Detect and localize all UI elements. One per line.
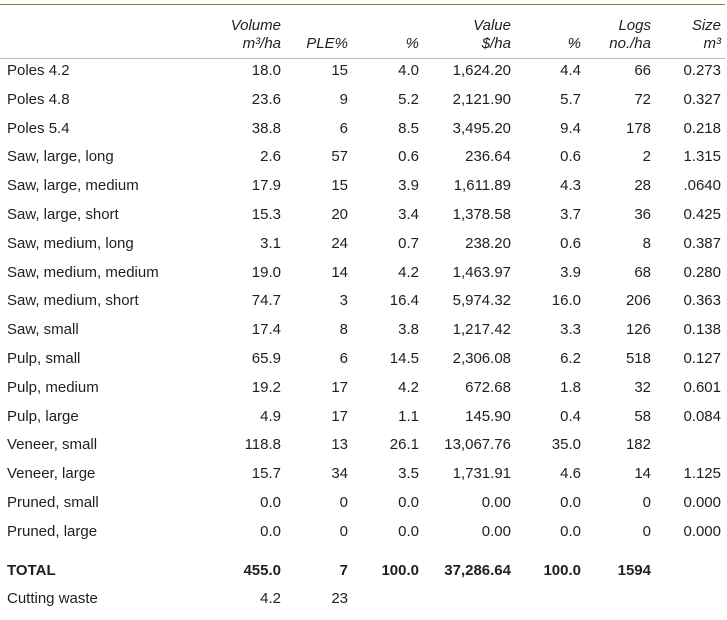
- cell-size: [655, 547, 725, 557]
- cell-ple: 20: [331, 205, 348, 223]
- cell-volume-percent: [352, 547, 423, 557]
- header-value: Value $/ha: [473, 17, 511, 52]
- cell-volume: 19.0: [251, 263, 281, 281]
- cell-value: 236.64: [465, 148, 511, 166]
- cell-ple: 8: [339, 321, 348, 339]
- cell-volume-percent: 0.0: [398, 493, 419, 511]
- table-row: [0, 345, 725, 374]
- cell-size: [655, 585, 725, 614]
- table-row: [0, 489, 725, 518]
- cell-value: 672.68: [465, 378, 511, 396]
- cell-size: 0.425: [683, 205, 721, 223]
- cell-ple: 24: [331, 234, 348, 252]
- cell-grade: [0, 547, 200, 557]
- table-row: [0, 518, 725, 547]
- cell-size: 0.138: [683, 321, 721, 339]
- cell-value-percent: 3.7: [560, 205, 581, 223]
- cell-volume-percent: 100.0: [381, 561, 419, 579]
- cell-value: [423, 547, 515, 557]
- cell-grade: Veneer, large: [7, 465, 96, 483]
- cell-ple: [285, 547, 352, 557]
- cell-volume: 17.9: [251, 177, 281, 195]
- cell-grade: Pulp, medium: [7, 378, 99, 396]
- cell-volume: 3.1: [260, 234, 281, 252]
- table-row: [0, 259, 725, 288]
- cell-logs: 126: [625, 321, 651, 339]
- table-row: [0, 143, 725, 172]
- cell-volume: 65.9: [251, 349, 281, 367]
- table-row: [0, 201, 725, 230]
- cell-logs: 1594: [617, 561, 651, 579]
- cell-value: 3,495.20: [452, 119, 511, 137]
- cell-logs: 36: [634, 205, 651, 223]
- cell-value-percent: 3.3: [560, 321, 581, 339]
- cell-ple: 13: [331, 436, 348, 454]
- cell-value-percent: 0.0: [560, 522, 581, 540]
- table-row: [0, 53, 725, 86]
- cell-value: [423, 585, 515, 614]
- cell-size: 0.218: [683, 119, 721, 137]
- cell-size: 0.273: [683, 62, 721, 79]
- cell-volume-percent: 4.2: [398, 263, 419, 281]
- cell-volume: 74.7: [251, 292, 281, 310]
- cell-grade: Saw, medium, short: [7, 292, 139, 310]
- cell-volume-percent: 0.7: [398, 234, 419, 252]
- cell-value: 2,306.08: [452, 349, 511, 367]
- cell-value: 1,378.58: [452, 205, 511, 223]
- cell-logs: [585, 547, 655, 557]
- cell-volume: 4.2: [260, 590, 281, 608]
- cell-size: 0.327: [683, 90, 721, 108]
- cell-size: 0.363: [683, 292, 721, 310]
- cell-value-percent: [515, 547, 585, 557]
- cell-grade: Pruned, large: [7, 522, 98, 540]
- cell-value-percent: 4.4: [560, 62, 581, 79]
- cell-grade: Poles 4.2: [7, 62, 70, 79]
- cell-grade: Pulp, large: [7, 407, 79, 425]
- cell-size: 0.000: [683, 493, 721, 511]
- cell-logs: [585, 585, 655, 614]
- cell-size: 0.387: [683, 234, 721, 252]
- cell-volume: 2.6: [260, 148, 281, 166]
- cell-value: 145.90: [465, 407, 511, 425]
- cell-volume: 118.8: [244, 436, 281, 454]
- table-row: [0, 287, 725, 316]
- cell-logs: 58: [634, 407, 651, 425]
- cell-grade: Poles 4.8: [7, 90, 70, 108]
- cell-value: 2,121.90: [452, 90, 511, 108]
- cell-volume-percent: 3.5: [398, 465, 419, 483]
- header-logs: Logs no./ha: [609, 17, 651, 52]
- cell-value-percent: 35.0: [551, 436, 581, 454]
- table-row: [0, 460, 725, 489]
- cell-ple: 34: [331, 465, 348, 483]
- cell-logs: 0: [642, 522, 651, 540]
- cell-volume: [200, 547, 285, 557]
- total-row: [0, 557, 725, 586]
- cell-volume: 38.8: [251, 119, 281, 137]
- cell-value: 37,286.64: [444, 561, 511, 579]
- cutting-waste-row: [0, 585, 725, 614]
- header-grade: [0, 11, 200, 53]
- cell-volume: 4.9: [260, 407, 281, 425]
- cell-ple: 15: [331, 62, 348, 79]
- cell-value-percent: [515, 585, 585, 614]
- cell-value: 5,974.32: [452, 292, 511, 310]
- cell-volume-percent: [352, 585, 423, 614]
- log-grade-table: [0, 11, 725, 614]
- table-row: [0, 374, 725, 403]
- cell-ple: 6: [339, 349, 348, 367]
- cell-volume-percent: 1.1: [398, 407, 419, 425]
- cell-volume-percent: 14.5: [389, 349, 419, 367]
- table-row: [0, 431, 725, 460]
- cell-value-percent: 100.0: [543, 561, 581, 579]
- cell-size: 1.315: [683, 148, 721, 166]
- cell-value: 1,611.89: [453, 177, 511, 195]
- cell-volume-percent: 0.0: [398, 522, 419, 540]
- cell-grade: Pruned, small: [7, 493, 99, 511]
- cell-ple: 57: [331, 148, 348, 166]
- cell-volume-percent: 8.5: [398, 119, 419, 137]
- cell-volume: 0.0: [260, 522, 281, 540]
- cell-volume-percent: 16.4: [389, 292, 419, 310]
- cell-size: 0.127: [683, 349, 721, 367]
- cell-ple: 9: [339, 90, 348, 108]
- cell-logs: 518: [625, 349, 651, 367]
- cell-value-percent: 0.6: [560, 234, 581, 252]
- cell-value-percent: 0.0: [560, 493, 581, 511]
- table-row: [0, 230, 725, 259]
- header-ple: PLE%: [306, 35, 348, 52]
- cell-value-percent: 1.8: [560, 378, 581, 396]
- cell-volume-percent: 0.6: [398, 148, 419, 166]
- table-row: [0, 115, 725, 144]
- cell-logs: 32: [634, 378, 651, 396]
- cell-volume: 0.0: [260, 493, 281, 511]
- cell-grade: Pulp, small: [7, 349, 81, 367]
- cell-ple: 14: [331, 263, 348, 281]
- cell-ple: 3: [339, 292, 348, 310]
- cell-value-percent: 4.6: [560, 465, 581, 483]
- cell-volume: 23.6: [251, 90, 281, 108]
- cell-volume: 19.2: [251, 378, 281, 396]
- cell-size: 1.125: [683, 465, 721, 483]
- cell-logs: 28: [634, 177, 651, 195]
- cell-value-percent: 0.6: [560, 148, 581, 166]
- cell-ple: 15: [331, 177, 348, 195]
- cell-logs: 68: [634, 263, 651, 281]
- cell-volume-percent: 4.2: [398, 378, 419, 396]
- cell-logs: 178: [625, 119, 651, 137]
- table-body: [0, 53, 725, 614]
- cell-logs: 182: [625, 436, 651, 454]
- cell-grade: Cutting waste: [7, 590, 98, 608]
- cell-volume-percent: 4.0: [398, 62, 419, 79]
- cell-volume-percent: 26.1: [389, 436, 419, 454]
- cell-size: 0.084: [683, 407, 721, 425]
- header-value-percent: %: [567, 35, 581, 52]
- cell-volume-percent: 3.4: [398, 205, 419, 223]
- cell-value-percent: 16.0: [551, 292, 581, 310]
- cell-value-percent: 9.4: [560, 119, 581, 137]
- cell-size: [655, 431, 725, 460]
- cell-size: 0.601: [683, 378, 721, 396]
- cell-ple: 0: [339, 493, 348, 511]
- top-rule: [0, 4, 725, 5]
- table-row: [0, 86, 725, 115]
- cell-value-percent: 5.7: [560, 90, 581, 108]
- cell-grade: Saw, large, long: [7, 148, 114, 166]
- cell-grade: Saw, large, short: [7, 205, 119, 223]
- cell-grade: Saw, large, medium: [7, 177, 139, 195]
- cell-logs: 14: [634, 465, 651, 483]
- cell-ple: 17: [331, 407, 348, 425]
- cell-ple: 0: [339, 522, 348, 540]
- cell-value-percent: 6.2: [560, 349, 581, 367]
- cell-value: 1,624.20: [452, 62, 511, 79]
- cell-grade: Poles 5.4: [7, 119, 70, 137]
- cell-grade: Saw, medium, long: [7, 234, 134, 252]
- cell-volume: 18.0: [251, 62, 281, 79]
- cell-volume: 17.4: [251, 321, 281, 339]
- cell-value-percent: 3.9: [560, 263, 581, 281]
- cell-ple: 17: [331, 378, 348, 396]
- cell-grade: Saw, medium, medium: [7, 263, 159, 281]
- header-volume-percent: %: [405, 35, 419, 52]
- cell-ple: 6: [339, 119, 348, 137]
- cell-logs: 66: [634, 62, 651, 79]
- cell-logs: 8: [642, 234, 651, 252]
- header-size: Size m³: [691, 17, 721, 52]
- cell-ple: 23: [331, 590, 348, 608]
- header-row: [0, 11, 725, 53]
- cell-volume: 15.3: [251, 205, 281, 223]
- cell-value-percent: 4.3: [560, 177, 581, 195]
- spacer-row: [0, 547, 725, 557]
- cell-volume-percent: 5.2: [398, 90, 419, 108]
- cell-value-percent: 0.4: [560, 407, 581, 425]
- table-row: [0, 172, 725, 201]
- cell-value: 0.00: [481, 493, 511, 511]
- table-row: [0, 403, 725, 432]
- cell-value: 238.20: [465, 234, 511, 252]
- cell-size: [655, 557, 725, 586]
- cell-size: 0.280: [683, 263, 721, 281]
- cell-value: 1,731.91: [452, 465, 511, 483]
- cell-grade: Veneer, small: [7, 436, 98, 454]
- table-row: [0, 316, 725, 345]
- cell-value: 1,217.42: [452, 321, 511, 339]
- cell-volume-percent: 3.9: [398, 177, 419, 195]
- cell-logs: 0: [642, 493, 651, 511]
- cell-value: 13,067.76: [444, 436, 511, 454]
- cell-volume: 455.0: [243, 561, 281, 579]
- cell-logs: 206: [625, 292, 651, 310]
- cell-size: .0640: [683, 177, 721, 195]
- cell-ple: 7: [339, 561, 348, 579]
- cell-volume-percent: 3.8: [398, 321, 419, 339]
- cell-logs: 72: [634, 90, 651, 108]
- cell-grade: TOTAL: [7, 561, 56, 579]
- cell-value: 1,463.97: [452, 263, 511, 281]
- cell-value: 0.00: [481, 522, 511, 540]
- cell-size: 0.000: [683, 522, 721, 540]
- cell-logs: 2: [642, 148, 651, 166]
- cell-grade: Saw, small: [7, 321, 79, 339]
- header-volume: Volume m³/ha: [230, 17, 281, 52]
- cell-volume: 15.7: [251, 465, 281, 483]
